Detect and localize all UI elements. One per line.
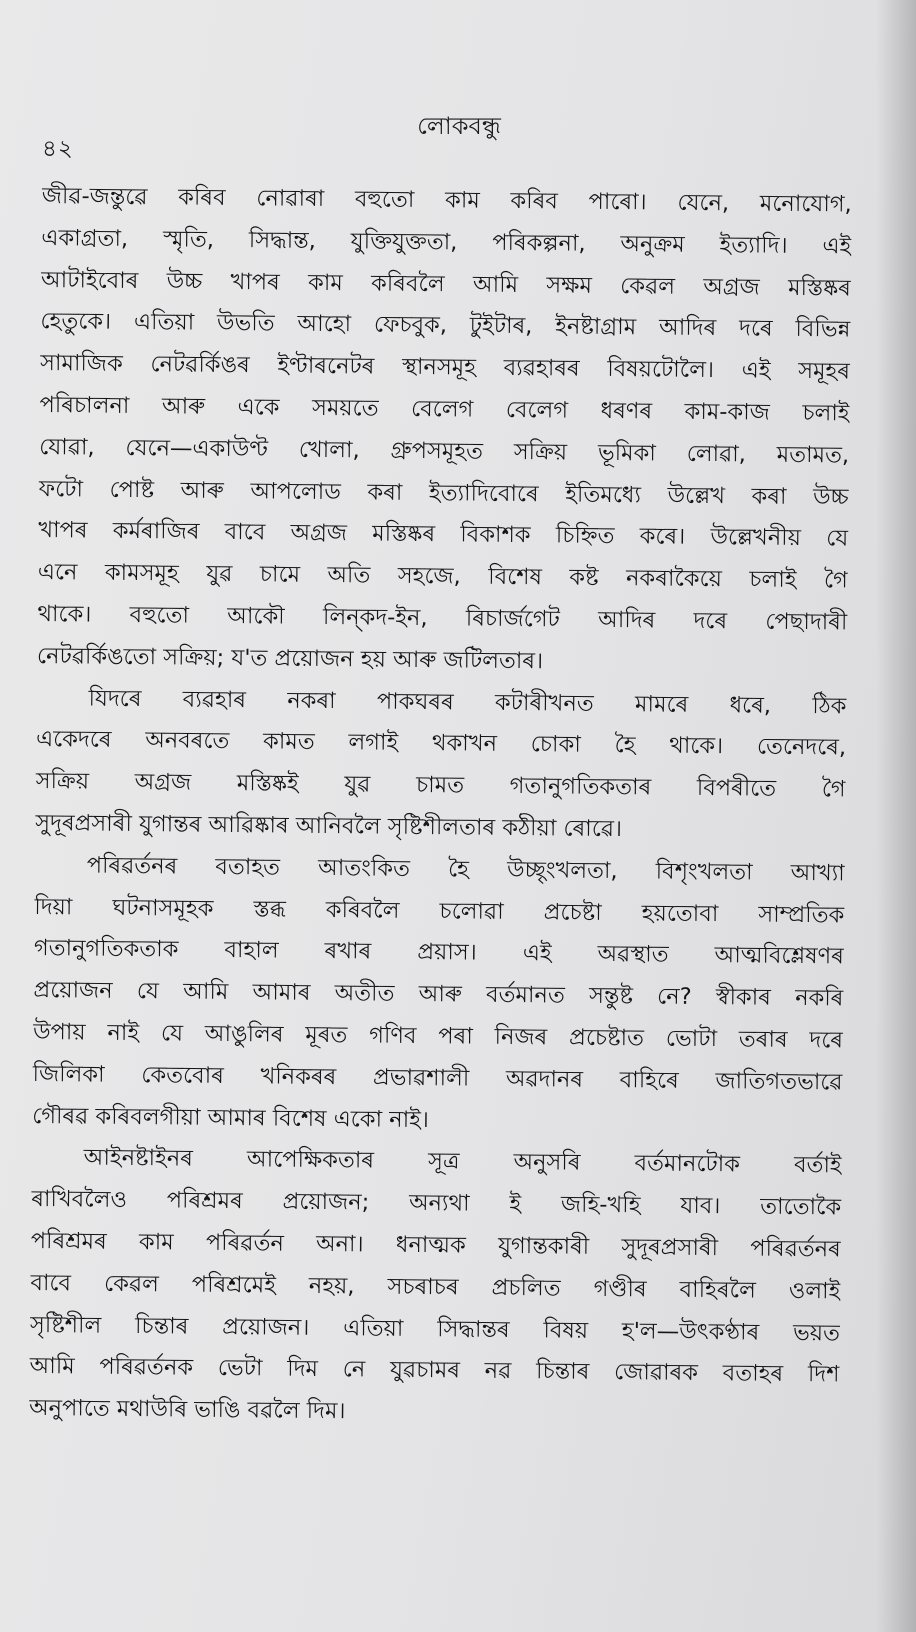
text-line: এনে কামসমূহ যুৱ চামে অতি সহজে, বিশেষ কষ্ট নকৰাকৈয়ে চলাই গৈ <box>37 559 848 594</box>
text-line: যোৱা, যেনে—একাউণ্ট খোলা, গ্ৰুপসমূহত সক্ৰিয় ভূমিকা লোৱা, মতামত, <box>39 433 850 469</box>
text-line: সামাজিক নেটৱৰ্কিঙৰ ইণ্টাৰনেটৰ স্থানসমূহ ব্যৱহাৰৰ বিষয়টোলৈ। এই সমূহৰ <box>39 350 851 385</box>
text-line: প্ৰয়োজন যে আমি আমাৰ অতীত আৰু বৰ্তমানত সন্তুষ্ট নে? স্বীকাৰ নকৰি <box>33 977 844 1012</box>
text-line: হেতুকে। এতিয়া উভতি আহো ফেচবুক, টুইটাৰ, ইনষ্টাগ্ৰাম আদিৰ দৰে বিভিন্ন <box>40 308 851 343</box>
page-curve-shadow <box>876 0 916 1632</box>
text-line: আমি পৰিৱৰ্তনক ভেটা দিম নে যুৱচামৰ নৱ চিন্তাৰ জোৱাৰক বতাহৰ দিশ <box>29 1353 840 1388</box>
text-line: পৰিচালনা আৰু একে সময়তে বেলেগ বেলেগ ধৰণৰ কাম-কাজ চলাই <box>39 391 850 427</box>
text-line: সুদূৰপ্ৰসাৰী যুগান্তৰ আৱিষ্কাৰ আনিবলৈ সৃষ্টিশীলতাৰ কঠীয়া ৰোৱে। <box>35 809 623 843</box>
text-line: জীৱ-জন্তুৱে কৰিব নোৱাৰা বহুতো কাম কৰিব পাৰো। যেনে, মনোযোগ, <box>41 182 852 218</box>
paragraph <box>32 845 845 1146</box>
text-line: গতানুগতিকতাক বাহাল ৰখাৰ প্ৰয়াস। এই অৱস্থাত আত্মবিশ্লেষণৰ <box>33 935 845 970</box>
body-text <box>29 176 852 1438</box>
paragraph <box>37 176 852 686</box>
text-line: সক্ৰিয় অগ্ৰজ মস্তিষ্কই যুৱ চামত গতানুগতিকতাৰ বিপৰীতে গৈ <box>35 768 846 803</box>
page-number: ৪২ <box>42 136 74 162</box>
text-line: সৃষ্টিশীল চিন্তাৰ প্ৰয়োজন। এতিয়া সিদ্ধান্তৰ বিষয় হ'ল—উৎকণ্ঠাৰ ভয়ত <box>29 1311 841 1346</box>
text-line: নেটৱৰ্কিঙতো সক্ৰিয়; য'ত প্ৰয়োজন হয় আৰু জটিলতাৰ। <box>36 642 544 675</box>
text-line: পৰিৱৰ্তনৰ বতাহত আতংকিত হৈ উচ্ছৃংখলতা, বিশৃংখলতা আখ্যা <box>86 852 845 887</box>
text-line: খাপৰ কৰ্মৰাজিৰ বাবে অগ্ৰজ মস্তিষ্কৰ বিকাশক চিহ্নিত কৰে। উল্লেখনীয় যে <box>38 517 849 552</box>
text-line: থাকে। বহুতো আকৌ লিন্‌কদ-ইন, ৰিচাৰ্জগেট আদিৰ দৰে পেছাদাৰী <box>37 600 848 636</box>
text-line: আইনষ্টাইনৰ আপেক্ষিকতাৰ সূত্ৰ অনুসৰি বৰ্তমানটোক বৰ্তাই <box>83 1144 842 1179</box>
text-line: ৰাখিবলৈও পৰিশ্ৰমৰ প্ৰয়োজন; অন্যথা ই জহি-খহি যাব। তাতোকৈ <box>31 1186 842 1221</box>
text-line: গৌৰৱ কৰিবলগীয়া আমাৰ বিশেষ একো নাই। <box>32 1102 430 1133</box>
text-line: জিলিকা কেতবোৰ খনিকৰৰ প্ৰভাৱশালী অৱদানৰ বাহিৰে জাতিগতভাৱে <box>32 1060 843 1096</box>
text-line: একেদৰে অনবৰতে কামত লগাই থকাখন চোকা হৈ থাকে। তেনেদৰে, <box>35 726 847 761</box>
page-header <box>36 108 882 162</box>
text-line: উপায় নাই যে আঙুলিৰ মূৰত গণিব পৰা নিজৰ প্ৰচেষ্টাত ভোটা তৰাৰ দৰে <box>32 1018 844 1054</box>
running-title: লোকবন্ধু <box>417 112 501 140</box>
text-line: দিয়া ঘটনাসমূহক স্তব্ধ কৰিবলৈ চলোৱা প্ৰচেষ্টা হয়তোবা সাম্প্ৰতিক <box>34 893 845 928</box>
text-line: ফটো পোষ্ট আৰু আপলোড কৰা ইত্যাদিবোৰে ইতিমধ্যে উল্লেখ কৰা উচ্চ <box>38 475 849 511</box>
text-line: পৰিশ্ৰমৰ কাম পৰিৱৰ্তন অনা। ধনাত্মক যুগান্তকাৰী সুদূৰপ্ৰসাৰী পৰিৱৰ্তনৰ <box>30 1227 841 1263</box>
text-line: যিদৰে ব্যৱহাৰ নকৰা পাকঘৰৰ কটাৰীখনত মামৰে ধৰে, ঠিক <box>88 685 847 720</box>
paragraph <box>29 1137 842 1438</box>
text-line: একাগ্ৰতা, স্মৃতি, সিদ্ধান্ত, যুক্তিযুক্ততা, পৰিকল্পনা, অনুক্ৰম ইত্যাদি। এই <box>41 224 852 260</box>
paragraph <box>35 678 847 854</box>
text-line: অনুপাতে মথাউৰি ভাঙি বৱলৈ দিম। <box>28 1395 346 1425</box>
text-line: আটাইবোৰ উচ্চ খাপৰ কাম কৰিবলৈ আমি সক্ষম কেৱল অগ্ৰজ মস্তিষ্কৰ <box>40 266 852 302</box>
text-line: বাবে কেৱল পৰিশ্ৰমেই নহয়, সচৰাচৰ প্ৰচলিত গণ্ডীৰ বাহিৰলৈ ওলাই <box>30 1269 841 1305</box>
